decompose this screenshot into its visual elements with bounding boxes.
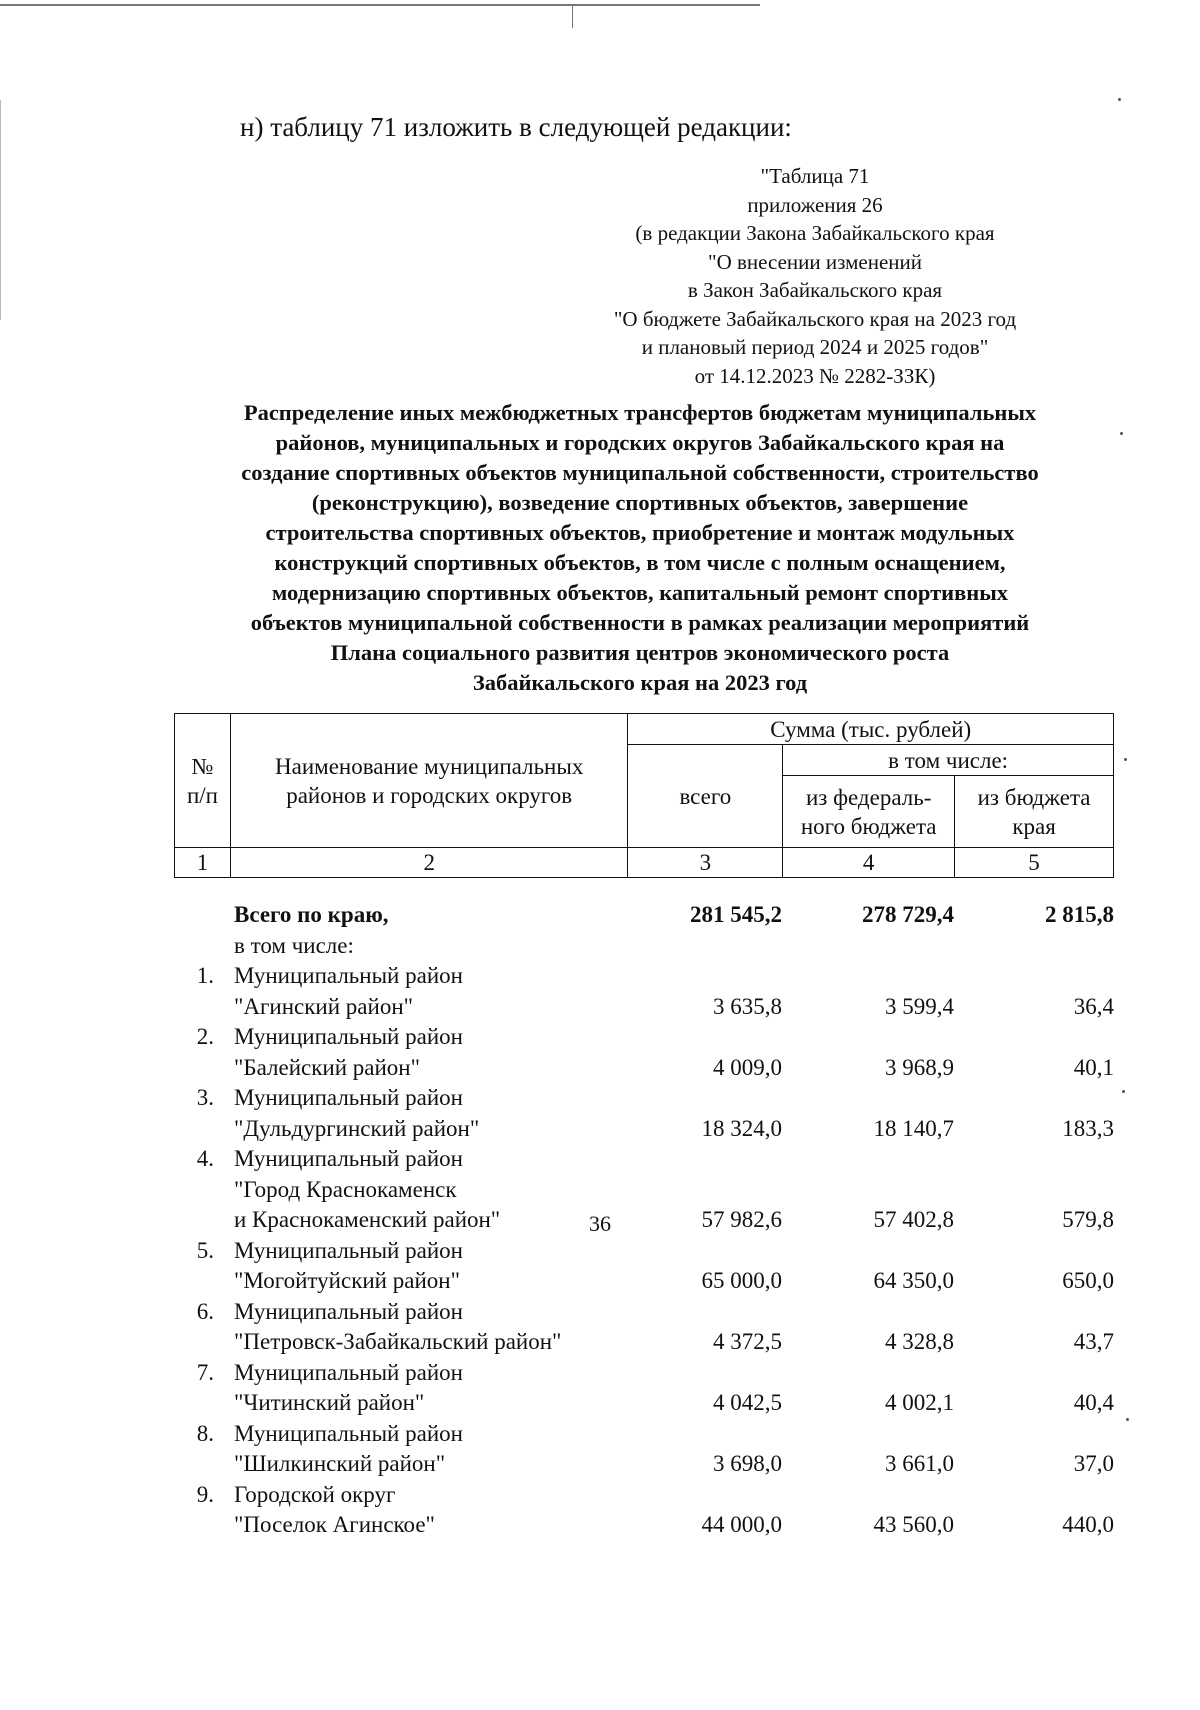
district-name-line: "Город Краснокаменск — [234, 1176, 457, 1202]
row-total: 57 982,6 — [701, 1207, 782, 1232]
row-total: 4 042,5 — [713, 1390, 782, 1415]
district-name-line: Муниципальный район — [234, 1146, 463, 1171]
row-regional: 40,1 — [1073, 1054, 1114, 1080]
note-line: "О бюджете Забайкальского края на 2023 год — [613, 306, 1017, 331]
incl-label: в том числе: — [234, 932, 354, 958]
header-federal: из федераль- ного бюджета — [783, 776, 955, 848]
note-line: от 14.12.2023 № 2282-ЗЗК) — [694, 363, 936, 388]
row-federal: 3 599,4 — [885, 993, 954, 1019]
table-row — [174, 1022, 1114, 1083]
note-line: "Таблица 71 — [760, 164, 870, 188]
incl-row — [174, 931, 1114, 962]
totals-total: 281 545,2 — [690, 902, 782, 927]
intro-text: н) таблицу 71 изложить в следующей редакции: — [240, 112, 792, 142]
totals-label: Всего по краю, — [234, 902, 389, 927]
title-line: районов, муниципальных и городских округов Забайкальского края на — [275, 430, 1005, 455]
district-name — [234, 1480, 614, 1541]
district-name-line: и Краснокаменский район" — [234, 1207, 501, 1232]
row-regional: 183,3 — [1062, 1115, 1114, 1141]
row-federal: 4 002,1 — [885, 1390, 954, 1415]
col-number: 5 — [955, 848, 1114, 878]
table-row — [174, 1358, 1114, 1419]
row-regional: 579,8 — [1062, 1207, 1114, 1232]
col-number: 4 — [783, 848, 955, 878]
row-total: 4 372,5 — [713, 1329, 782, 1354]
row-regional: 40,4 — [1073, 1390, 1114, 1415]
table-reference-note — [560, 162, 1070, 390]
col-number: 2 — [230, 848, 628, 878]
title-line: модернизацию спортивных объектов, капитальный ремонт спортивных — [271, 580, 1009, 605]
row-regional: 43,7 — [1073, 1329, 1114, 1354]
row-federal: 43 560,0 — [873, 1512, 954, 1537]
scan-speck — [1126, 1418, 1129, 1421]
table-row — [174, 1083, 1114, 1144]
title-line: объектов муниципальной собственности в рамках реализации мероприятий — [250, 610, 1030, 635]
page-number: 36 — [589, 1211, 611, 1236]
scan-artifact-left — [0, 100, 1, 320]
note-line: и плановый период 2024 и 2025 годов" — [641, 335, 989, 359]
row-number: 8. — [196, 1420, 214, 1446]
title-line: создание спортивных объектов муниципальной собственности, строительство — [241, 460, 1039, 485]
row-federal: 57 402,8 — [873, 1207, 954, 1232]
row-federal: 4 328,8 — [885, 1329, 954, 1354]
scan-speck — [1122, 1090, 1125, 1093]
table-row — [174, 1236, 1114, 1297]
row-federal: 3 968,9 — [885, 1054, 954, 1080]
scan-speck — [1118, 98, 1121, 101]
row-total: 3 698,0 — [713, 1451, 782, 1476]
row-federal: 3 661,0 — [885, 1451, 954, 1476]
district-name — [234, 1236, 614, 1297]
row-federal: 64 350,0 — [873, 1268, 954, 1293]
note-line: (в редакции Закона Забайкальского края — [635, 221, 995, 245]
district-name-line: "Балейский район" — [234, 1054, 420, 1080]
document-title — [150, 398, 1130, 698]
note-line: в Закон Забайкальского края — [687, 278, 943, 302]
district-name-line: Муниципальный район — [234, 963, 463, 988]
row-regional: 440,0 — [1062, 1512, 1114, 1537]
title-line: конструкций спортивных объектов, в том числе с полным оснащением, — [274, 550, 1006, 575]
row-total: 44 000,0 — [701, 1512, 782, 1537]
district-name-line: "Могойтуйский район" — [234, 1268, 460, 1293]
district-name-line: Муниципальный район — [234, 1359, 463, 1385]
district-name-line: "Петровск-Забайкальский район" — [234, 1329, 562, 1354]
row-federal: 18 140,7 — [873, 1115, 954, 1141]
title-line: Распределение иных межбюджетных трансфертов бюджетам муниципальных — [243, 400, 1037, 425]
row-number: 9. — [196, 1481, 214, 1507]
table-row — [174, 961, 1114, 1022]
header-regional: из бюджета края — [955, 776, 1114, 848]
district-name-line: Муниципальный район — [234, 1420, 463, 1446]
title-line: (реконструкцию), возведение спортивных объектов, завершение — [311, 490, 969, 515]
title-line: строительства спортивных объектов, приобретение и монтаж модульных — [265, 520, 1015, 545]
district-name-line: Муниципальный район — [234, 1298, 463, 1324]
district-name — [234, 1419, 614, 1480]
row-total: 18 324,0 — [701, 1115, 782, 1141]
district-name-line: Муниципальный район — [234, 1024, 463, 1049]
row-total: 3 635,8 — [713, 993, 782, 1019]
scan-artifact-tick — [572, 6, 573, 28]
district-name-line: "Поселок Агинское" — [234, 1512, 435, 1537]
header-sum: Сумма (тыс. рублей) — [628, 714, 1114, 745]
table-row — [174, 1297, 1114, 1358]
row-number: 1. — [196, 963, 214, 988]
col-number: 3 — [628, 848, 783, 878]
district-name-line: "Агинский район" — [234, 993, 414, 1019]
header-incl: в том числе: — [783, 745, 1114, 776]
district-name — [234, 1297, 614, 1358]
totals-federal: 278 729,4 — [862, 902, 954, 927]
district-name-line: "Читинский район" — [234, 1390, 425, 1415]
row-total: 65 000,0 — [701, 1268, 782, 1293]
row-regional: 650,0 — [1062, 1268, 1114, 1293]
header-name: Наименование муниципальных районов и городских округов — [230, 714, 628, 848]
table-row — [174, 1480, 1114, 1541]
col-number: 1 — [175, 848, 231, 878]
row-number: 4. — [196, 1146, 214, 1171]
district-name-line: Городской округ — [234, 1481, 396, 1507]
row-number: 2. — [196, 1024, 214, 1049]
district-name-line: "Дульдургинский район" — [234, 1115, 480, 1141]
totals-regional: 2 815,8 — [1045, 902, 1114, 927]
header-num: № п/п — [175, 714, 231, 848]
row-regional: 36,4 — [1073, 993, 1114, 1019]
row-number: 7. — [196, 1359, 214, 1385]
district-name-line: Муниципальный район — [234, 1085, 463, 1110]
table-row — [174, 1419, 1114, 1480]
note-line: приложения 26 — [747, 192, 883, 217]
table-header — [174, 713, 1114, 878]
scan-artifact-top — [0, 4, 760, 6]
totals-row — [174, 900, 1114, 931]
row-number: 3. — [196, 1085, 214, 1110]
row-number: 5. — [196, 1237, 214, 1263]
district-name-line: Муниципальный район — [234, 1237, 463, 1263]
scan-speck — [1124, 758, 1127, 761]
row-number: 6. — [196, 1298, 214, 1324]
title-line: Забайкальского края на 2023 год — [472, 670, 808, 695]
district-name — [234, 1083, 614, 1144]
district-name — [234, 1022, 614, 1083]
district-name — [234, 961, 614, 1022]
header-total: всего — [628, 745, 783, 848]
row-total: 4 009,0 — [713, 1054, 782, 1080]
district-name-line: "Шилкинский район" — [234, 1451, 446, 1476]
row-regional: 37,0 — [1073, 1451, 1114, 1476]
title-line: Плана социального развития центров экономического роста — [330, 640, 950, 665]
district-name — [234, 1358, 614, 1419]
note-line: "О внесении изменений — [708, 249, 922, 274]
